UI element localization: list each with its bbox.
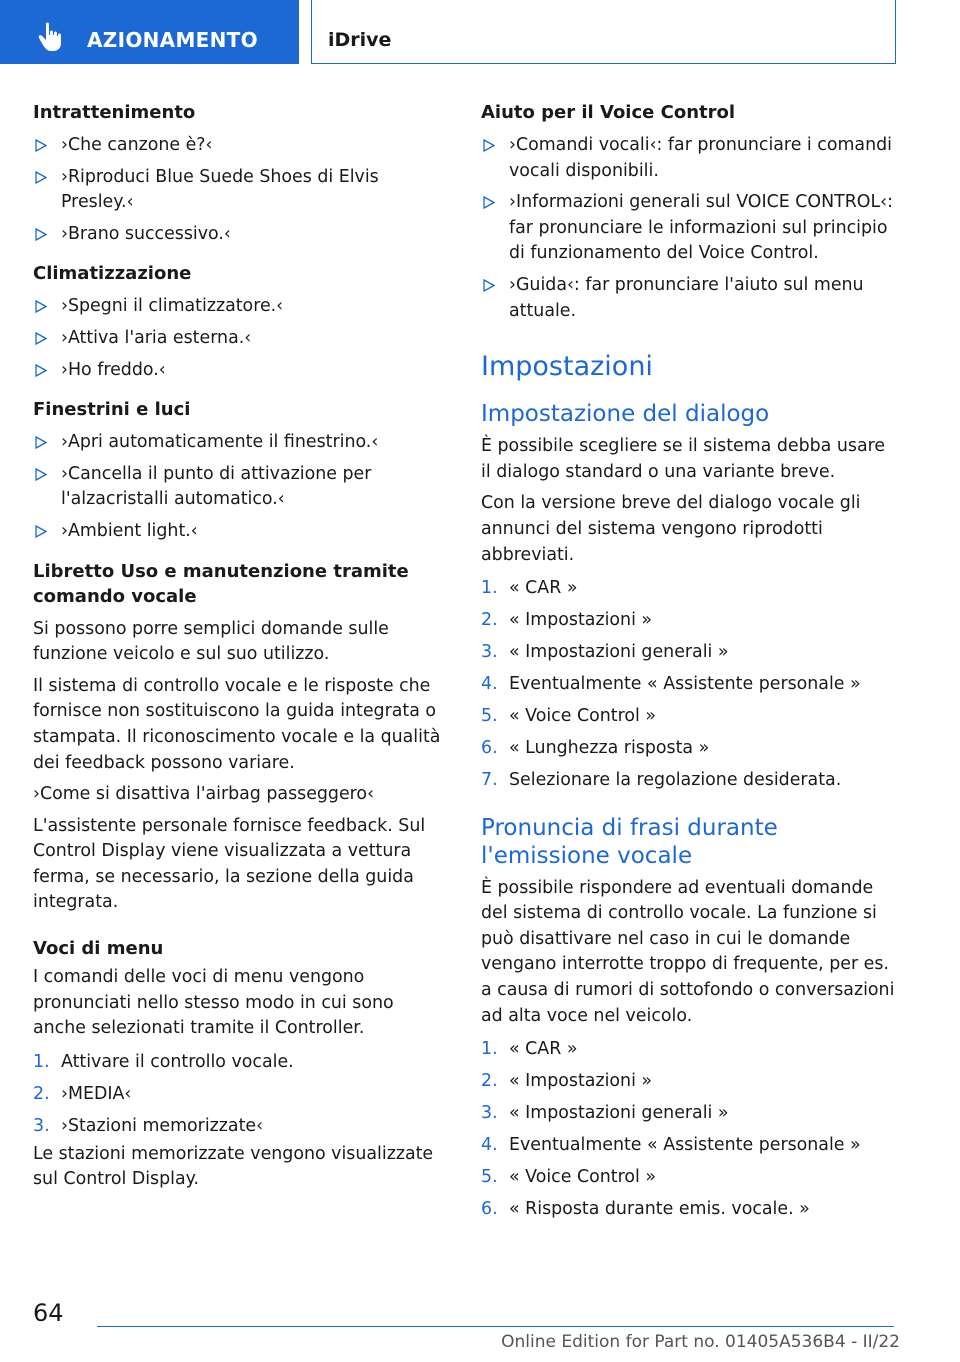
step-item: 1. « CAR » [481, 1039, 578, 1060]
steps-pronuncia [481, 1037, 897, 1223]
list-intrattenimento [33, 133, 449, 247]
subheading-voci-menu: Voci di menu [33, 938, 164, 960]
subheading-libretto: Libretto Uso e manutenzione tramite comando vocale [33, 560, 409, 607]
example-command: ›Come si disattiva l'airbag passeggero‹ [33, 784, 375, 805]
list-item: ›Apri automaticamente il finestrino.‹ [33, 430, 449, 456]
step-item: 1. Attivare il controllo vocale. [33, 1051, 294, 1072]
triangle-bullet-icon [35, 228, 47, 241]
step-item: 5. « Voice Control » [481, 706, 657, 727]
triangle-bullet-icon [35, 300, 47, 313]
step-item: 2. « Impostazioni » [481, 610, 653, 631]
list-item: ›Guida‹: far pronunciare l'aiuto sul menu attuale. [481, 273, 897, 324]
list-item: ›Spegni il climatizzatore.‹ [33, 294, 449, 320]
section-tab [0, 0, 299, 64]
step-item: 2. « Impostazioni » [481, 1071, 653, 1092]
paragraph: È possibile rispondere ad eventuali domande del sistema di controllo vocale. La funzione si può disattivare nel caso in cui le domande vengano interrotte troppo di frequente, per es. a causa di rumori di sottofondo o conversazioni ad alta voce nel veicolo. [481, 877, 895, 1026]
steps-voci-menu [33, 1050, 449, 1140]
step-item: 4. Eventualmente « Assistente personale » [481, 1135, 861, 1156]
triangle-bullet-icon [35, 139, 47, 152]
step-item: 6. « Risposta durante emis. vocale. » [481, 1199, 810, 1220]
triangle-bullet-icon [35, 332, 47, 345]
heading-pronuncia-frasi: Pronuncia di frasi durante l'emissione vocale [481, 814, 778, 869]
list-item: ›Brano successivo.‹ [33, 222, 449, 248]
paragraph: Il sistema di controllo vocale e le risposte che fornisce non sostituiscono la guida integrata o stampata. Il riconoscimento vocale e la qualità dei feedback possono variare. [33, 675, 441, 773]
hand-pointer-icon [36, 20, 70, 54]
list-item: ›Cancella il punto di attivazione per l'alzacristalli automatico.‹ [33, 462, 449, 513]
section-title: AZIONAMENTO [87, 28, 258, 52]
step-item: 2. ›MEDIA‹ [33, 1083, 132, 1104]
list-climatizzazione [33, 294, 449, 383]
topic-title: iDrive [328, 29, 392, 51]
heading-impostazioni: Impostazioni [481, 351, 653, 383]
subheading-intrattenimento: Intrattenimento [33, 102, 196, 123]
paragraph: L'assistente personale fornisce feedback. Sul Control Display viene visualizzata a vettura ferma, se necessario, la sezione della guida integrata. [33, 815, 426, 913]
triangle-bullet-icon [35, 364, 47, 377]
list-aiuto [481, 133, 897, 324]
step-item: 3. ›Stazioni memorizzate‹ [33, 1115, 264, 1136]
left-column [33, 100, 449, 1199]
steps-dialogo [481, 576, 897, 794]
paragraph: È possibile scegliere se il sistema debba usare il dialogo standard o una variante breve. [481, 436, 886, 482]
list-finestrini [33, 430, 449, 544]
subheading-climatizzazione: Climatizzazione [33, 263, 192, 285]
triangle-bullet-icon [35, 171, 47, 184]
list-item: ›Comandi vocali‹: far pronunciare i comandi vocali disponibili. [481, 133, 897, 184]
right-column [481, 100, 897, 1229]
triangle-bullet-icon [35, 436, 47, 449]
triangle-bullet-icon [35, 525, 47, 538]
triangle-bullet-icon [483, 279, 495, 292]
footer-divider [97, 1326, 894, 1327]
subheading-finestrini: Finestrini e luci [33, 399, 191, 421]
triangle-bullet-icon [35, 468, 47, 481]
list-item: ›Informazioni generali sul VOICE CONTROL‹: far pronunciare le informazioni sul principio di funzionamento del Voice Control. [481, 190, 897, 267]
topic-box [311, 0, 896, 64]
page-number: 64 [33, 1299, 64, 1327]
paragraph: Le stazioni memorizzate vengono visualizzate sul Control Display. [33, 1143, 434, 1190]
triangle-bullet-icon [483, 196, 495, 209]
step-item: 3. « Impostazioni generali » [481, 642, 729, 663]
list-item: ›Riproduci Blue Suede Shoes di Elvis Presley.‹ [33, 165, 449, 216]
subheading-aiuto: Aiuto per il Voice Control [481, 102, 736, 123]
step-item: 1. « CAR » [481, 578, 578, 599]
step-item: 5. « Voice Control » [481, 1167, 657, 1188]
paragraph: I comandi delle voci di menu vengono pronunciati nello stesso modo in cui sono anche selezionati tramite il Controller. [33, 967, 394, 1039]
step-item: 7. Selezionare la regolazione desiderata. [481, 770, 842, 791]
footer-edition: Online Edition for Part no. 01405A536B4 - II/22 [501, 1332, 900, 1352]
list-item: ›Che canzone è?‹ [33, 133, 449, 159]
step-item: 3. « Impostazioni generali » [481, 1103, 729, 1124]
triangle-bullet-icon [483, 139, 495, 152]
paragraph: Si possono porre semplici domande sulle funzione veicolo e sul suo utilizzo. [33, 618, 389, 665]
list-item: ›Ho freddo.‹ [33, 358, 449, 384]
heading-impostazione-dialogo: Impostazione del dialogo [481, 401, 770, 428]
list-item: ›Attiva l'aria esterna.‹ [33, 326, 449, 352]
paragraph: Con la versione breve del dialogo vocale gli annunci del sistema vengono riprodotti abbreviati. [481, 493, 861, 565]
list-item: ›Ambient light.‹ [33, 519, 449, 545]
step-item: 4. Eventualmente « Assistente personale » [481, 674, 861, 695]
step-item: 6. « Lunghezza risposta » [481, 738, 710, 759]
